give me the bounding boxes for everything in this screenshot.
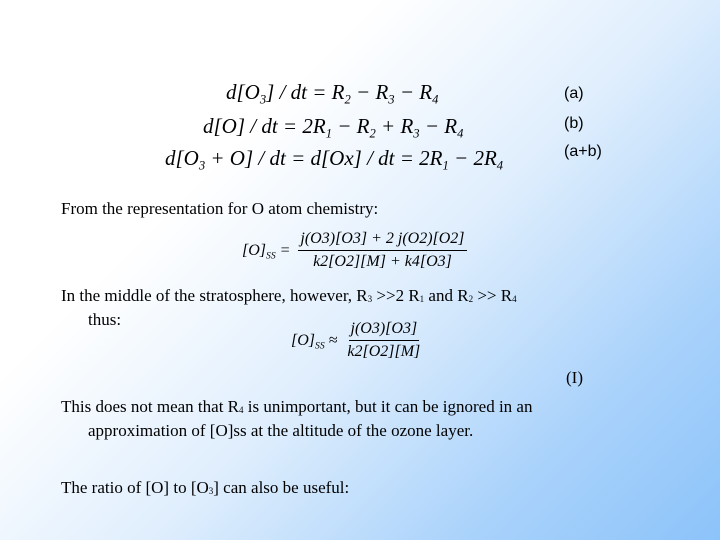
steady-state-fraction [298,230,466,271]
from-representation-text: From the representation for O atom chemistry: [61,199,379,218]
steady-state-numerator: j(O3)[O3] + 2 j(O2)[O2] [298,230,466,251]
steady-state-lhs: $[O]_{SS}$ = [242,241,295,261]
equation-a-plus-b: $d[O_3 + O]$ / dt = d[Ox] / dt = $2R_1 - 2R_4$ [165,146,504,173]
approximation-fraction [345,320,422,361]
steady-state-denominator: k2[O2][M] + k4[O3] [313,253,452,270]
middle-stratosphere-text: In the middle of the stratosphere, however, R3 >>2 R1 and R2 >> R4 [61,286,517,305]
thus-text: thus: [88,310,122,329]
approximation-formula [291,320,422,361]
equation-a-plus-b-tag: (a+b) [564,143,602,160]
approximation-note-text: approximation of [O]ss at the altitude of the ozone layer. [88,421,474,440]
equation-a-tag: (a) [564,85,584,102]
equation-I-tag: (I) [566,368,583,387]
equation-b: d[O] / dt = $2R_1 - R_2 + R_3 - R_4$ [203,114,464,141]
steady-state-formula [242,230,467,271]
approximation-lhs: $[O]_{SS}$ ≈ [291,331,342,351]
ratio-text: The ratio of [O] to [O3] can also be useful: [61,478,350,497]
not-mean-text: This does not mean that R4 is unimportant, but it can be ignored in an [61,397,533,416]
approximation-denominator: k2[O2][M] [347,343,421,360]
equation-b-tag: (b) [564,115,584,132]
approximation-numerator: j(O3)[O3] [349,320,420,341]
equation-a: $d[O_3]$ / dt = $R_2 - R_3 - R_4$ [226,80,439,107]
